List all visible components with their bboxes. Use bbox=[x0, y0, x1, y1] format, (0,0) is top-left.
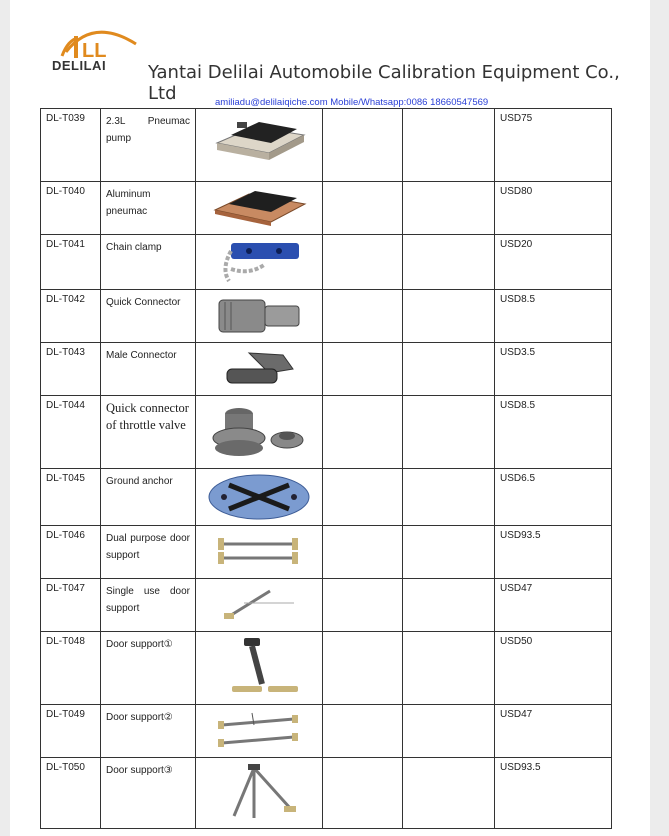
ground-anchor-icon bbox=[196, 469, 323, 526]
svg-text:LL: LL bbox=[82, 40, 107, 62]
item-code: DL-T050 bbox=[41, 758, 101, 829]
item-description: Door support① bbox=[101, 632, 196, 705]
item-description: Door support② bbox=[101, 705, 196, 758]
table-row bbox=[41, 109, 612, 182]
table-row bbox=[41, 526, 612, 579]
throttle-valve-connector-icon bbox=[196, 396, 323, 469]
item-code: DL-T049 bbox=[41, 705, 101, 758]
door-support-1-icon bbox=[196, 632, 323, 705]
company-name: Yantai Delilai Automobile Calibration Equipment Co., Ltd bbox=[148, 62, 620, 104]
item-description: Door support③ bbox=[101, 758, 196, 829]
item-code: DL-T040 bbox=[41, 182, 101, 235]
item-description: Male Connector bbox=[101, 343, 196, 396]
item-description: Aluminum pneumac bbox=[101, 182, 196, 235]
door-support-2-icon bbox=[196, 705, 323, 758]
item-description: 2.3L Pneumac pump bbox=[101, 109, 196, 182]
logo-text: DELILAI bbox=[52, 58, 107, 73]
item-price: USD75 bbox=[495, 109, 612, 182]
item-code: DL-T039 bbox=[41, 109, 101, 182]
pneumatic-pump-icon bbox=[196, 109, 323, 182]
item-code: DL-T048 bbox=[41, 632, 101, 705]
item-description: Quick connector of throttle valve bbox=[101, 396, 196, 469]
table-row bbox=[41, 343, 612, 396]
item-description: Single use door support bbox=[101, 579, 196, 632]
item-code: DL-T044 bbox=[41, 396, 101, 469]
item-price: USD8.5 bbox=[495, 396, 612, 469]
table-row bbox=[41, 579, 612, 632]
item-code: DL-T047 bbox=[41, 579, 101, 632]
item-code: DL-T043 bbox=[41, 343, 101, 396]
item-description: Ground anchor bbox=[101, 469, 196, 526]
item-description: Dual purpose door support bbox=[101, 526, 196, 579]
table-row bbox=[41, 235, 612, 290]
door-support-3-icon bbox=[196, 758, 323, 829]
item-price: USD93.5 bbox=[495, 758, 612, 829]
table-row bbox=[41, 469, 612, 526]
item-code: DL-T041 bbox=[41, 235, 101, 290]
item-price: USD50 bbox=[495, 632, 612, 705]
chain-clamp-icon bbox=[196, 235, 323, 290]
table-row bbox=[41, 396, 612, 469]
table-row bbox=[41, 290, 612, 343]
aluminum-pneumatic-pump-icon bbox=[196, 182, 323, 235]
table-row bbox=[41, 182, 612, 235]
male-connector-icon bbox=[196, 343, 323, 396]
product-table bbox=[40, 108, 612, 829]
item-code: DL-T042 bbox=[41, 290, 101, 343]
item-price: USD47 bbox=[495, 579, 612, 632]
dual-door-support-icon bbox=[196, 526, 323, 579]
contact-line: amiliadu@delilaiqiche.com Mobile/Whatsapp:0086 18660547569 bbox=[215, 97, 489, 108]
item-price: USD8.5 bbox=[495, 290, 612, 343]
table-row bbox=[41, 758, 612, 829]
single-door-support-icon bbox=[196, 579, 323, 632]
item-code: DL-T045 bbox=[41, 469, 101, 526]
item-description: Quick Connector bbox=[101, 290, 196, 343]
table-row bbox=[41, 705, 612, 758]
item-description: Chain clamp bbox=[101, 235, 196, 290]
table-row bbox=[41, 632, 612, 705]
item-price: USD20 bbox=[495, 235, 612, 290]
item-price: USD80 bbox=[495, 182, 612, 235]
item-price: USD93.5 bbox=[495, 526, 612, 579]
item-price: USD6.5 bbox=[495, 469, 612, 526]
item-price: USD47 bbox=[495, 705, 612, 758]
document-page bbox=[10, 0, 650, 836]
quick-connector-icon bbox=[196, 290, 323, 343]
item-code: DL-T046 bbox=[41, 526, 101, 579]
item-price: USD3.5 bbox=[495, 343, 612, 396]
